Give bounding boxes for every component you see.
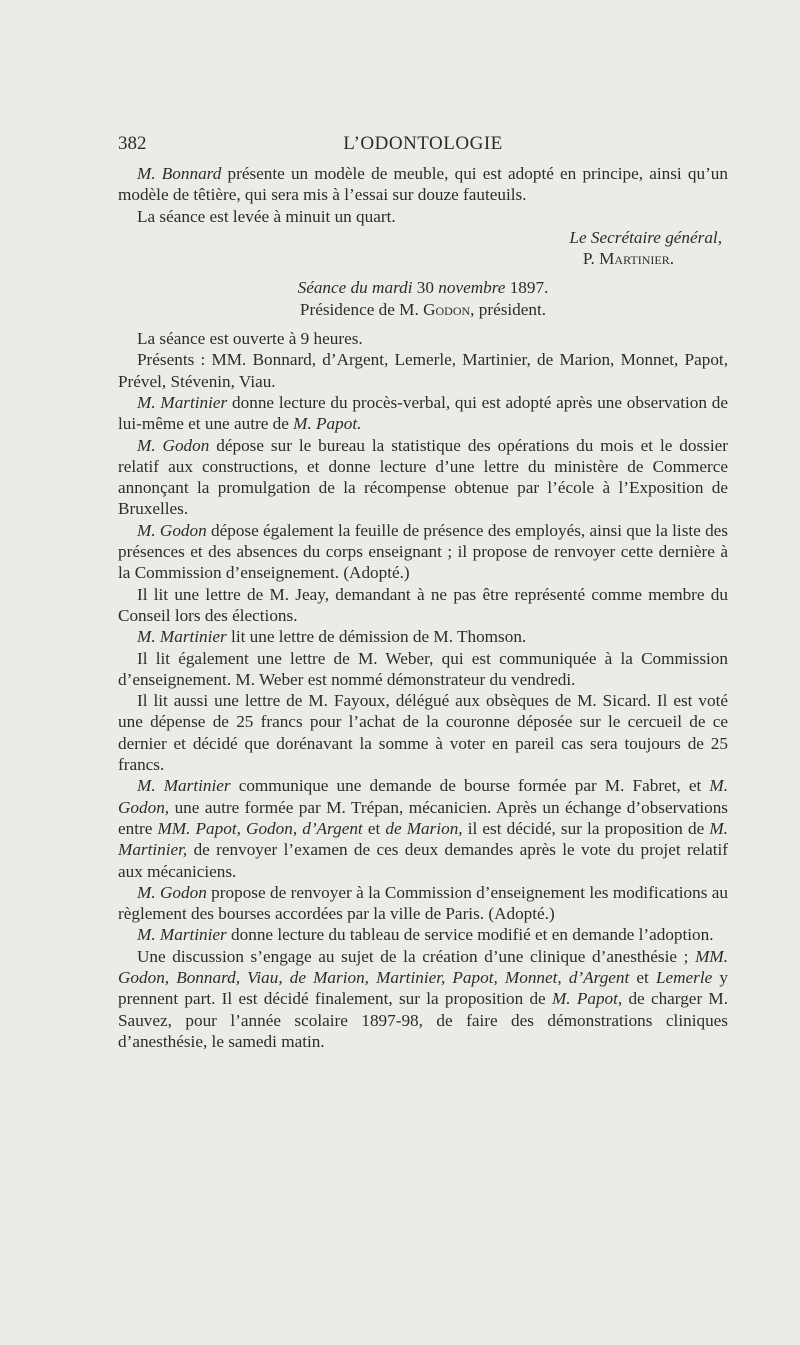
paragraph: Présents : MM. Bonnard, d’Argent, Lemerle, Martinier, de Marion, Monnet, Papot, Prével, Stévenin, Viau. [118, 350, 728, 391]
signature-name: P. Martinier. [582, 249, 674, 269]
page-header [118, 133, 728, 163]
paragraph: M. Martinier donne lecture du procès-verbal, qui est adopté après une observation de lui-même et une autre de M. Papot. [118, 392, 728, 434]
document-page [118, 133, 728, 1052]
paragraph: La séance est ouverte à 9 heures. [137, 329, 363, 349]
presidence-line: Présidence de M. Godon, président. [299, 299, 547, 319]
paragraph: M. Godon dépose sur le bureau la statistique des opérations du mois et le dossier relatif aux constructions, et donne lecture d’une lettre du ministère de Commerce annonçant la promulgation de la récompense obtenue par l’école à l’Exposition de Bruxelles. [118, 435, 728, 519]
paragraph: M. Godon dépose également la feuille de présence des employés, ainsi que la liste des présences et des absences du corps enseignant ; il propose de renvoyer cette dernière à la Commission d’enseignement. (Adopté.) [118, 520, 728, 583]
running-title: L’ODONTOLOGIE [343, 133, 503, 154]
paragraph: La séance est levée à minuit un quart. [137, 206, 396, 226]
page-number: 382 [118, 133, 147, 154]
session-title: Séance du mardi 30 novembre 1897. [297, 278, 549, 298]
paragraph: M. Martinier communique une demande de bourse formée par M. Fabret, et M. Godon, une autre formée par M. Trépan, mécanicien. Après un échange d’observations entre MM. Papot, Godon, d’Argent et de Marion, il est décidé, sur la proposition de M. Martinier, de renvoyer l’examen de ces deux demandes après le vote du projet relatif aux mécaniciens. [118, 776, 728, 881]
paragraph: M. Martinier lit une lettre de démission de M. Thomson. [137, 627, 527, 647]
document-body [118, 163, 728, 1052]
paragraph: M. Martinier donne lecture du tableau de service modifié et en demande l’adoption. [137, 925, 714, 945]
paragraph: Il lit également une lettre de M. Weber, qui est communiquée à la Commission d’enseignement. M. Weber est nommé démonstrateur du vendredi. [118, 648, 728, 689]
paragraph: Une discussion s’engage au sujet de la création d’une clinique d’anesthésie ; MM. Godon, Bonnard, Viau, de Marion, Martinier, Papot, Monnet, d’Argent et Lemerle y prennent part. Il est décidé finalement, sur la proposition de M. Papot, de charger M. Sauvez, pour l’année scolaire 1897-98, de faire des démonstrations cliniques d’anesthésie, le samedi matin. [118, 946, 729, 1051]
signature-title: Le Secrétaire général, [569, 227, 722, 247]
paragraph: Il lit une lettre de M. Jeay, demandant à ne pas être représenté comme membre du Conseil lors des élections. [118, 584, 728, 625]
paragraph: M. Bonnard présente un modèle de meuble, qui est adopté en principe, ainsi qu’un modèle de têtière, qui sera mis à l’essai sur douze fauteuils. [118, 164, 728, 205]
paragraph: M. Godon propose de renvoyer à la Commission d’enseignement les modifications au règlement des bourses accordées par la ville de Paris. (Adopté.) [118, 882, 728, 924]
paragraph: Il lit aussi une lettre de M. Fayoux, délégué aux obsèques de M. Sicard. Il est voté une dépense de 25 francs pour l’achat de la couronne déposée sur le cercueil de ce dernier et décidé que dorénavant la somme à voter en pareil cas sera toujours de 25 francs. [118, 691, 728, 775]
